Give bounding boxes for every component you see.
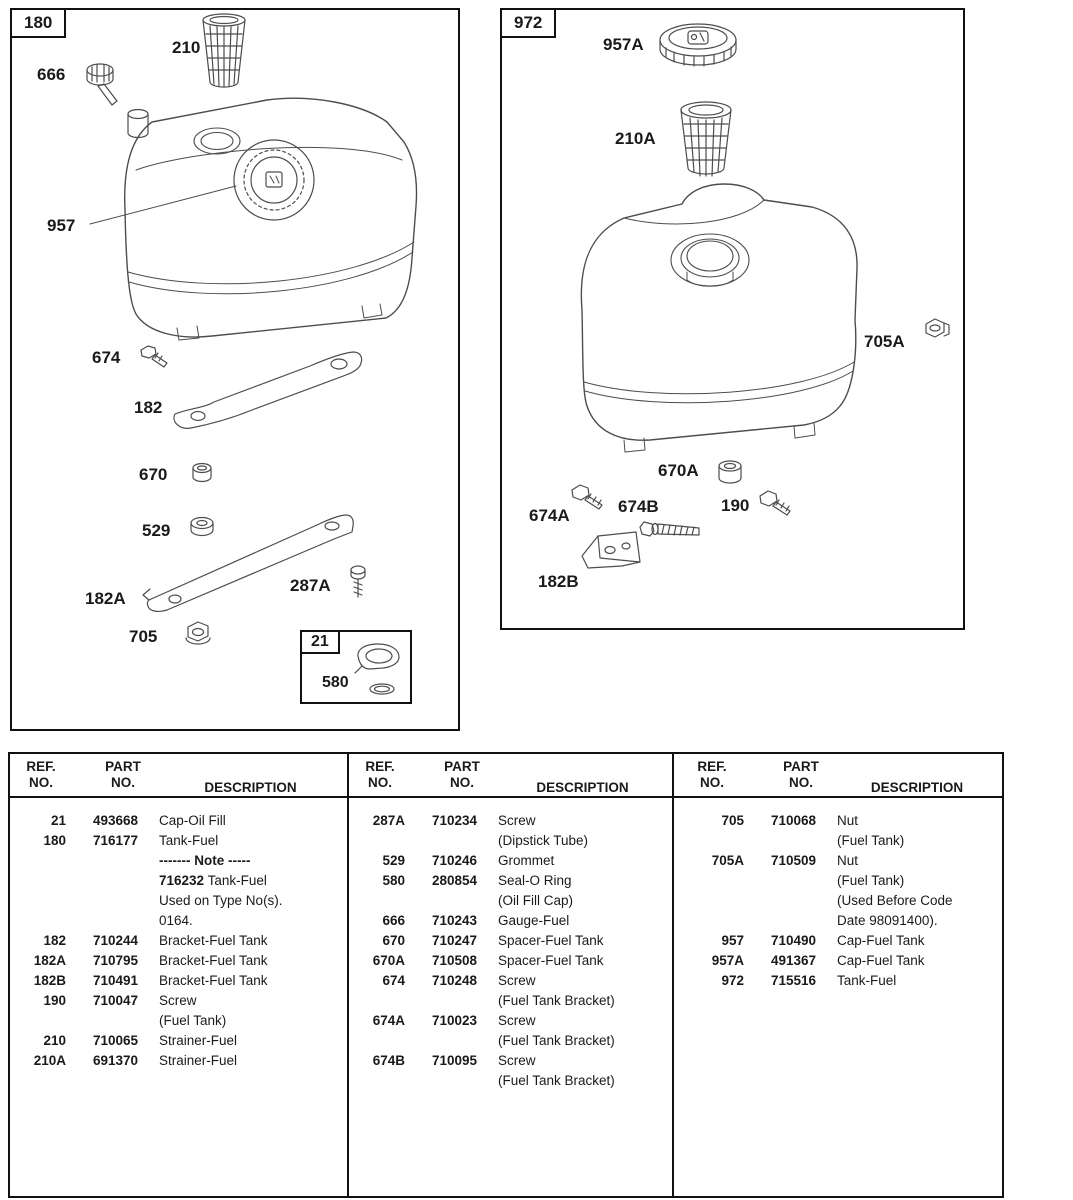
parts-column-1-header [10, 754, 347, 798]
callout-670A: 670A [658, 461, 699, 480]
fuel-tank-180-line-art [12, 10, 462, 733]
part-row-line: 674B 710095 Screw [372, 1053, 536, 1068]
part-row-line: 210 710065 Strainer-Fuel [43, 1033, 238, 1048]
diagram-number-972: 972 [500, 8, 556, 38]
header-part [431, 759, 493, 796]
cap-957a-drawing [660, 24, 736, 66]
header-ref-line1: REF. [26, 759, 56, 774]
part-row-line: 666 710243 Gauge-Fuel [382, 913, 570, 928]
oil-fill-cap-21-drawing [355, 644, 399, 673]
header-part-line2: NO. [788, 774, 813, 790]
part-row-line: (Oil Fill Cap) [498, 893, 574, 908]
part-row-line: (Fuel Tank Bracket) [498, 1033, 615, 1048]
fuel-tank-972-line-art [502, 10, 967, 632]
callout-674: 674 [92, 348, 121, 367]
callout-705A: 705A [864, 332, 905, 351]
header-part-line1: PART [783, 759, 819, 774]
part-row-line: 190 710047 Screw [43, 993, 197, 1008]
callout-674B: 674B [618, 497, 659, 516]
header-ref [14, 759, 68, 796]
leader-957 [90, 186, 236, 224]
part-row-line: 529 710246 Grommet [382, 853, 555, 868]
parts-column-1 [10, 754, 349, 1196]
bracket-182-drawing [174, 352, 362, 428]
bracket-182a-drawing [143, 515, 353, 611]
part-row-line: 705 710068 Nut [721, 813, 859, 828]
parts-column-body-1 [10, 798, 347, 1071]
part-row-line: (Dipstick Tube) [498, 833, 589, 848]
header-part-line1: PART [444, 759, 480, 774]
part-row-line: 182 710244 Bracket-Fuel Tank [43, 933, 268, 948]
parts-column-2-header [349, 754, 672, 798]
callout-666: 666 [37, 65, 66, 84]
part-row-line: 182A 710795 Bracket-Fuel Tank [33, 953, 268, 968]
header-description: DESCRIPTION [536, 779, 629, 795]
callout-957A: 957A [603, 35, 644, 54]
grommet-529-drawing [191, 518, 213, 536]
strainer-210a-drawing [681, 102, 731, 176]
cap-957-drawing [234, 140, 314, 220]
part-row-line: 705A 710509 Nut [711, 853, 859, 868]
part-row-line: 670A 710508 Spacer-Fuel Tank [372, 953, 604, 968]
part-row-line: 21 493668 Cap-Oil Fill [50, 813, 226, 828]
parts-column-3-header [674, 754, 1002, 798]
callout-287A: 287A [290, 576, 331, 595]
inset-number-21: 21 [300, 630, 340, 654]
nut-705-drawing [186, 622, 210, 644]
part-row-line: 182B 710491 Bracket-Fuel Tank [33, 973, 268, 988]
spacer-670-drawing [193, 464, 211, 482]
callout-182B: 182B [538, 572, 579, 591]
header-description: DESCRIPTION [870, 779, 964, 795]
callout-957: 957 [47, 216, 76, 235]
part-row-line: ------- Note ----- [159, 853, 251, 868]
callout-674A: 674A [529, 506, 570, 525]
header-ref-line1: REF. [697, 759, 727, 774]
header-ref-line2: NO. [367, 774, 392, 790]
part-row-line: (Used Before Code [837, 893, 953, 908]
part-row-line: (Fuel Tank Bracket) [498, 993, 615, 1008]
header-ref [678, 759, 746, 796]
callout-210: 210 [172, 38, 201, 57]
part-row-line: 670 710247 Spacer-Fuel Tank [382, 933, 604, 948]
parts-column-body-3 [674, 798, 1002, 991]
part-row-line: (Fuel Tank) [837, 833, 905, 848]
callout-190: 190 [721, 496, 750, 515]
part-row-line: 957A 491367 Cap-Fuel Tank [711, 953, 925, 968]
header-part-line2: NO. [110, 774, 135, 790]
spacer-670a-drawing [719, 461, 741, 483]
o-ring-580-drawing [370, 684, 394, 694]
parts-table [8, 752, 1004, 1198]
callout-670: 670 [139, 465, 168, 484]
diagram-box-180 [10, 8, 460, 731]
header-ref [353, 759, 407, 796]
nut-705a-drawing [926, 319, 949, 337]
part-row-line: (Fuel Tank) [837, 873, 905, 888]
inset-box-21-580 [300, 630, 412, 704]
part-row-line: 674A 710023 Screw [372, 1013, 536, 1028]
parts-column-body-2 [349, 798, 672, 1091]
oil-gauge-666-drawing [87, 64, 148, 138]
screw-287a-drawing [351, 566, 365, 597]
callout-529: 529 [142, 521, 171, 540]
part-row-line: 180 716177 Tank-Fuel [43, 833, 219, 848]
header-ref-line1: REF. [365, 759, 395, 774]
part-row-line: 287A 710234 Screw [372, 813, 536, 828]
part-row-line: (Fuel Tank) [159, 1013, 227, 1028]
callout-705: 705 [129, 627, 158, 646]
screw-674-drawing [141, 346, 167, 367]
header-part [770, 759, 832, 796]
part-row-line: 972 715516 Tank-Fuel [721, 973, 897, 988]
callout-182: 182 [134, 398, 163, 417]
fuel-tank-180-drawing [125, 98, 417, 340]
part-row-line: 957 710490 Cap-Fuel Tank [721, 933, 925, 948]
header-part [92, 759, 154, 796]
parts-column-2 [349, 754, 674, 1196]
header-ref-line2: NO. [28, 774, 53, 790]
part-row-line: 580 280854 Seal-O Ring [382, 873, 572, 888]
part-row-line: Date 98091400). [837, 913, 938, 928]
header-part-line2: NO. [449, 774, 474, 790]
part-row-line: Used on Type No(s). [159, 893, 283, 908]
callout-182A: 182A [85, 589, 126, 608]
header-part-line1: PART [105, 759, 141, 774]
header-description: DESCRIPTION [204, 779, 297, 795]
parts-column-3 [674, 754, 1002, 1196]
part-row-line: 716232 Tank-Fuel [159, 873, 267, 888]
part-row-line: 210A 691370 Strainer-Fuel [33, 1053, 238, 1068]
callout-580: 580 [322, 674, 349, 691]
fuel-tank-972-drawing [581, 184, 857, 452]
part-row-line: 0164. [159, 913, 193, 928]
screw-674b-drawing [640, 522, 699, 536]
diagram-box-972 [500, 8, 965, 630]
callout-210A: 210A [615, 129, 656, 148]
screw-674a-drawing [572, 485, 602, 509]
header-ref-line2: NO. [699, 774, 724, 790]
part-row-line: 674 710248 Screw [382, 973, 536, 988]
strainer-210-drawing [203, 14, 245, 87]
screw-190-drawing [760, 491, 790, 515]
diagram-number-180: 180 [10, 8, 66, 38]
part-row-line: (Fuel Tank Bracket) [498, 1073, 615, 1088]
bracket-182b-drawing [582, 532, 640, 568]
